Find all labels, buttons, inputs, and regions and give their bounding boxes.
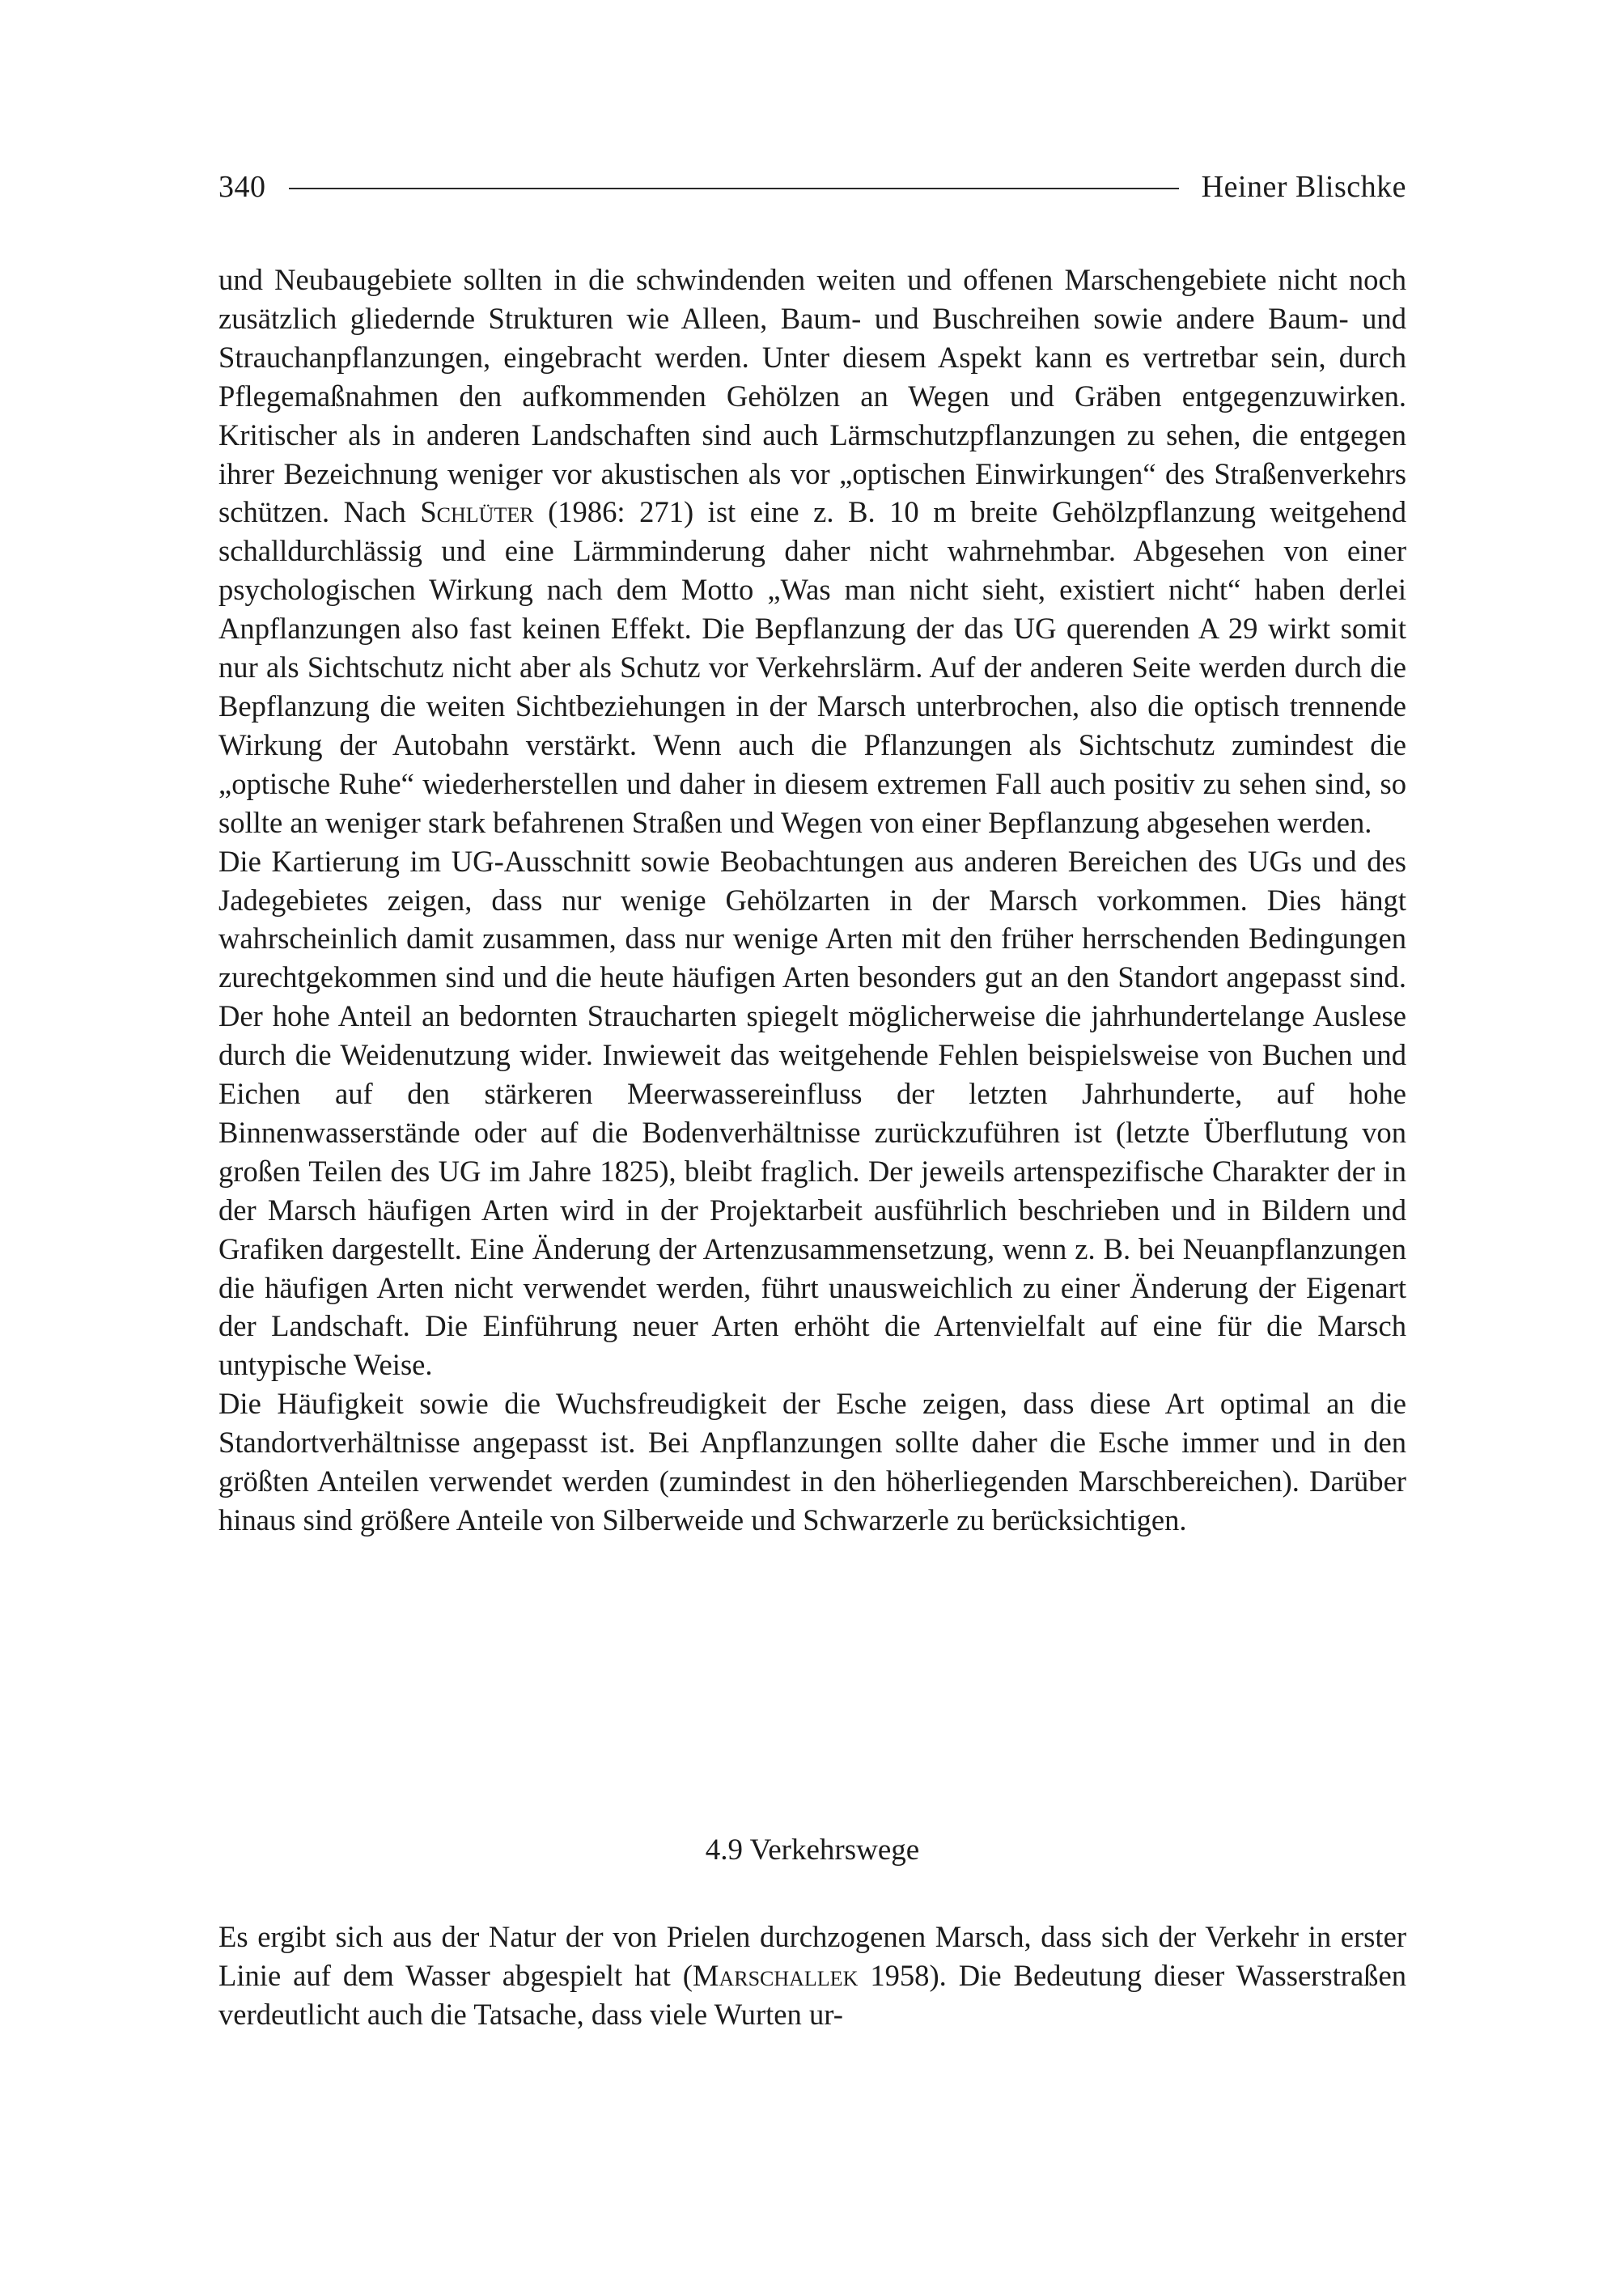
section-heading: 4.9 Verkehrswege — [705, 1833, 920, 1867]
section-paragraph — [218, 1918, 1406, 2034]
text-segment: 1958). Die Bedeutung dieser Wasserstraßen verdeutlicht auch die Tatsache, dass viele Wurten ur- — [218, 1958, 1406, 2031]
header-rule — [289, 188, 1179, 189]
paragraph-kartierung: Die Kartierung im UG-Ausschnitt sowie Beobachtungen aus anderen Bereichen des UGs und des Jadegebietes zeigen, dass nur wenige Gehölzarten in der Marsch vorkommen. Dies hängt wahrscheinlich damit zusammen, dass nur wenige Arten mit den früher herrschenden Bedingungen zurechtgekommen sind und die heute häufigen Arten besonders gut an den Standort angepasst sind. Der hohe Anteil an bedornten Straucharten spiegelt möglicherweise die jahrhundertelange Auslese durch die Weidenutzung wider. Inwieweit das weitgehende Fehlen beispielsweise von Buchen und Eichen auf den stärkeren Meerwassereinfluss der letzten Jahrhunderte, auf hohe Binnenwasserstände oder auf die Bodenverhältnisse zurückzuführen ist (letzte Überflutung von großen Teilen des UG im Jahre 1825), bleibt fraglich. Der jeweils artenspezifische Charakter der in der Marsch häufigen Arten wird in der Projektarbeit ausführlich beschrieben und in Bildern und Grafiken dargestellt. Eine Änderung der Artenzusammensetzung, wenn z. B. bei Neuanpflanzungen die häufigen Arten nicht verwendet werden, führt unausweichlich zu einer Änderung der Eigenart der Landschaft. Die Einführung neuer Arten erhöht die Artenvielfalt auf eine für die Marsch untypische Weise. — [218, 844, 1406, 1382]
paragraph-laermschutz — [218, 261, 1406, 842]
running-head: Heiner Blischke — [1201, 170, 1406, 204]
paragraph-esche: Die Häufigkeit sowie die Wuchsfreudigkeit der Esche zeigen, dass diese Art optimal an die Standortverhältnisse angepasst ist. Bei Anpflanzungen sollte daher die Esche immer und in den größten Anteilen verwendet werden (zumindest in den höherliegenden Marschbereichen). Darüber hinaus sind größere Anteile von Silberweide und Schwarzerle zu berücksichtigen. — [218, 1387, 1406, 1536]
page-number: 340 — [218, 170, 266, 204]
text-segment: (1986: 271) ist eine z. B. 10 m breite Gehölzpflanzung weitgehend schalldurchlässig und eine Lärmminderung daher nicht wahrnehmbar. Abgesehen von einer psychologischen Wirkung nach dem Motto „Was man nicht sieht, existiert nicht“ haben derlei Anpflanzungen also fast keinen Effekt. Die Bepflanzung der das UG querenden A 29 wirkt somit nur als Sichtschutz nicht aber als Schutz vor Verkehrslärm. Auf der anderen Seite werden durch die Bepflanzung die weiten Sichtbeziehungen in der Marsch unterbrochen, also die optisch trennende Wirkung der Autobahn verstärkt. Wenn auch die Pflanzungen als Sichtschutz zumindest die „optische Ruhe“ wiederherstellen und daher in diesem extremen Fall auch positiv zu sehen sind, so sollte an weniger stark befahrenen Straßen und Wegen von einer Bepflanzung abgesehen werden. — [218, 495, 1406, 839]
body-text — [218, 261, 1406, 1540]
page-header — [218, 159, 1406, 215]
text-segment: und Neubaugebiete sollten in die schwindenden weiten und offenen Marschengebiete nicht noch zusätzlich gliedernde Strukturen wie Alleen, Baum- und Buschreihen sowie andere Baum- und Strauchanpflanzungen, eingebracht werden. Unter diesem Aspekt kann es vertretbar sein, durch Pflegemaßnahmen den aufkommenden Gehölzen an Wegen und Gräben entgegenzuwirken. Kritischer als in anderen Landschaften sind auch Lärmschutzpflanzungen zu sehen, die entgegen ihrer Bezeichnung weniger vor akustischen als vor „optischen Einwirkungen“ des Straßenverkehrs schützen. Nach — [218, 263, 1406, 529]
author-citation: Schlüter — [420, 495, 534, 529]
author-citation: Marschallek — [692, 1958, 859, 1992]
text-segment: Es ergibt sich aus der Natur der von Prielen durchzogenen Marsch, dass sich der Verkehr in erster Linie auf dem Wasser abgespielt hat ( — [218, 1920, 1406, 1992]
